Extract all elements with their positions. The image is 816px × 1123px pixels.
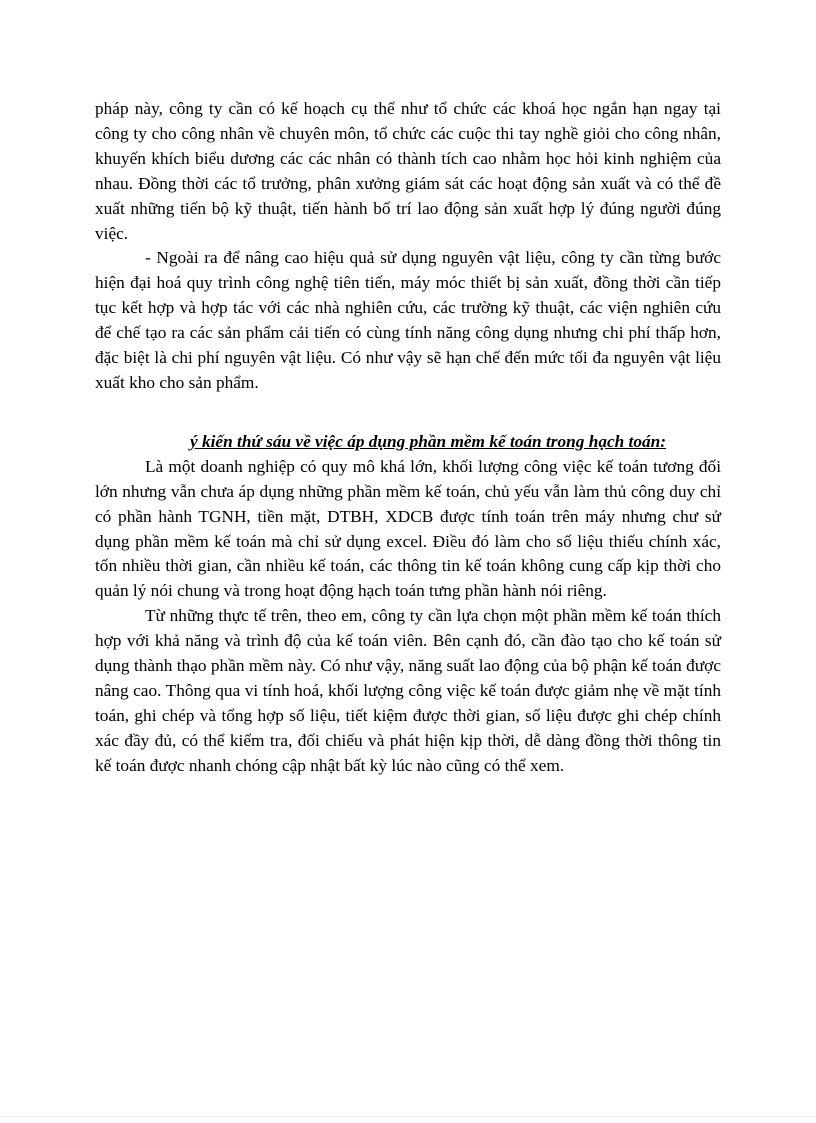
paragraph-recommendation: Từ những thực tế trên, theo em, công ty cần lựa chọn một phần mềm kế toán thích hợp với khả năng và trình độ của kế toán viên. Bên cạnh đó, cần đào tạo cho kế toán sử dụng thành thạo phần mềm này. Có như vậy, năng suất lao động của bộ phận kế toán được nâng cao. Thông qua vi tính hoá, khối lượng công việc kế toán được giảm nhẹ về mặt tính toán, ghi chép và tổng hợp số liệu, tiết kiệm được thời gian, số liệu được ghi chép chính xác đầy đủ, có thể kiểm tra, đối chiếu và phát hiện kịp thời, dễ dàng đồng thời thông tin kế toán được nhanh chóng cập nhật bất kỳ lúc nào cũng có thể xem. (95, 606, 721, 775)
document-page (95, 97, 721, 779)
paragraph-material-efficiency: - Ngoài ra để nâng cao hiệu quả sử dụng nguyên vật liệu, công ty cần từng bước hiện đại hoá quy trình công nghệ tiên tiến, máy móc thiết bị sản xuất, đồng thời cần tiếp tục kết hợp và hợp tác với các nhà nghiên cứu, các trường kỹ thuật, các viện nghiên cứu để chế tạo ra các sản phẩm cải tiến có cùng tính năng công dụng nhưng chi phí thấp hơn, đặc biệt là chi phí nguyên vật liệu. Có như vậy sẽ hạn chế đến mức tối đa nguyên vật liệu xuất kho cho sản phẩm. (95, 248, 721, 392)
paragraph-current-situation: Là một doanh nghiệp có quy mô khá lớn, khối lượng công việc kế toán tương đối lớn nhưng vẫn chưa áp dụng những phần mềm kế toán, chủ yếu vẫn làm thủ công duy chỉ có phần hành TGNH, tiền mặt, DTBH, XDCB được tính toán trên máy nhưng chư sử dụng phần mềm kế toán mà chỉ sử dụng excel. Điều đó làm cho số liệu thiếu chính xác, tốn nhiều thời gian, cần nhiều kế toán, các thông tin kế toán không cung cấp kịp thời cho quản lý nói chung và trong hoạt động hạch toán tưng phần hành nói riêng. (95, 456, 721, 601)
section-heading: ý kiến thứ sáu về việc áp dụng phần mềm kế toán trong hạch toán: (189, 431, 667, 451)
paragraph-continued-training: pháp này, công ty cần có kế hoạch cụ thể như tổ chức các khoá học ngắn hạn ngay tại công ty cho công nhân về chuyên môn, tổ chức các cuộc thi tay nghề giỏi cho công nhân, khuyến khích biểu dương các các nhân có thành tích cao nhằm học hỏi kinh nghiệm của nhau. Đồng thời các tổ trưởng, phân xưởng giám sát các hoạt động sản xuất và có thể đề xuất những tiến bộ kỹ thuật, tiến hành bố trí lao động sản xuất hợp lý đúng người đúng việc. (95, 99, 721, 243)
page-bottom-divider (0, 1116, 816, 1117)
section-spacer (95, 396, 721, 430)
